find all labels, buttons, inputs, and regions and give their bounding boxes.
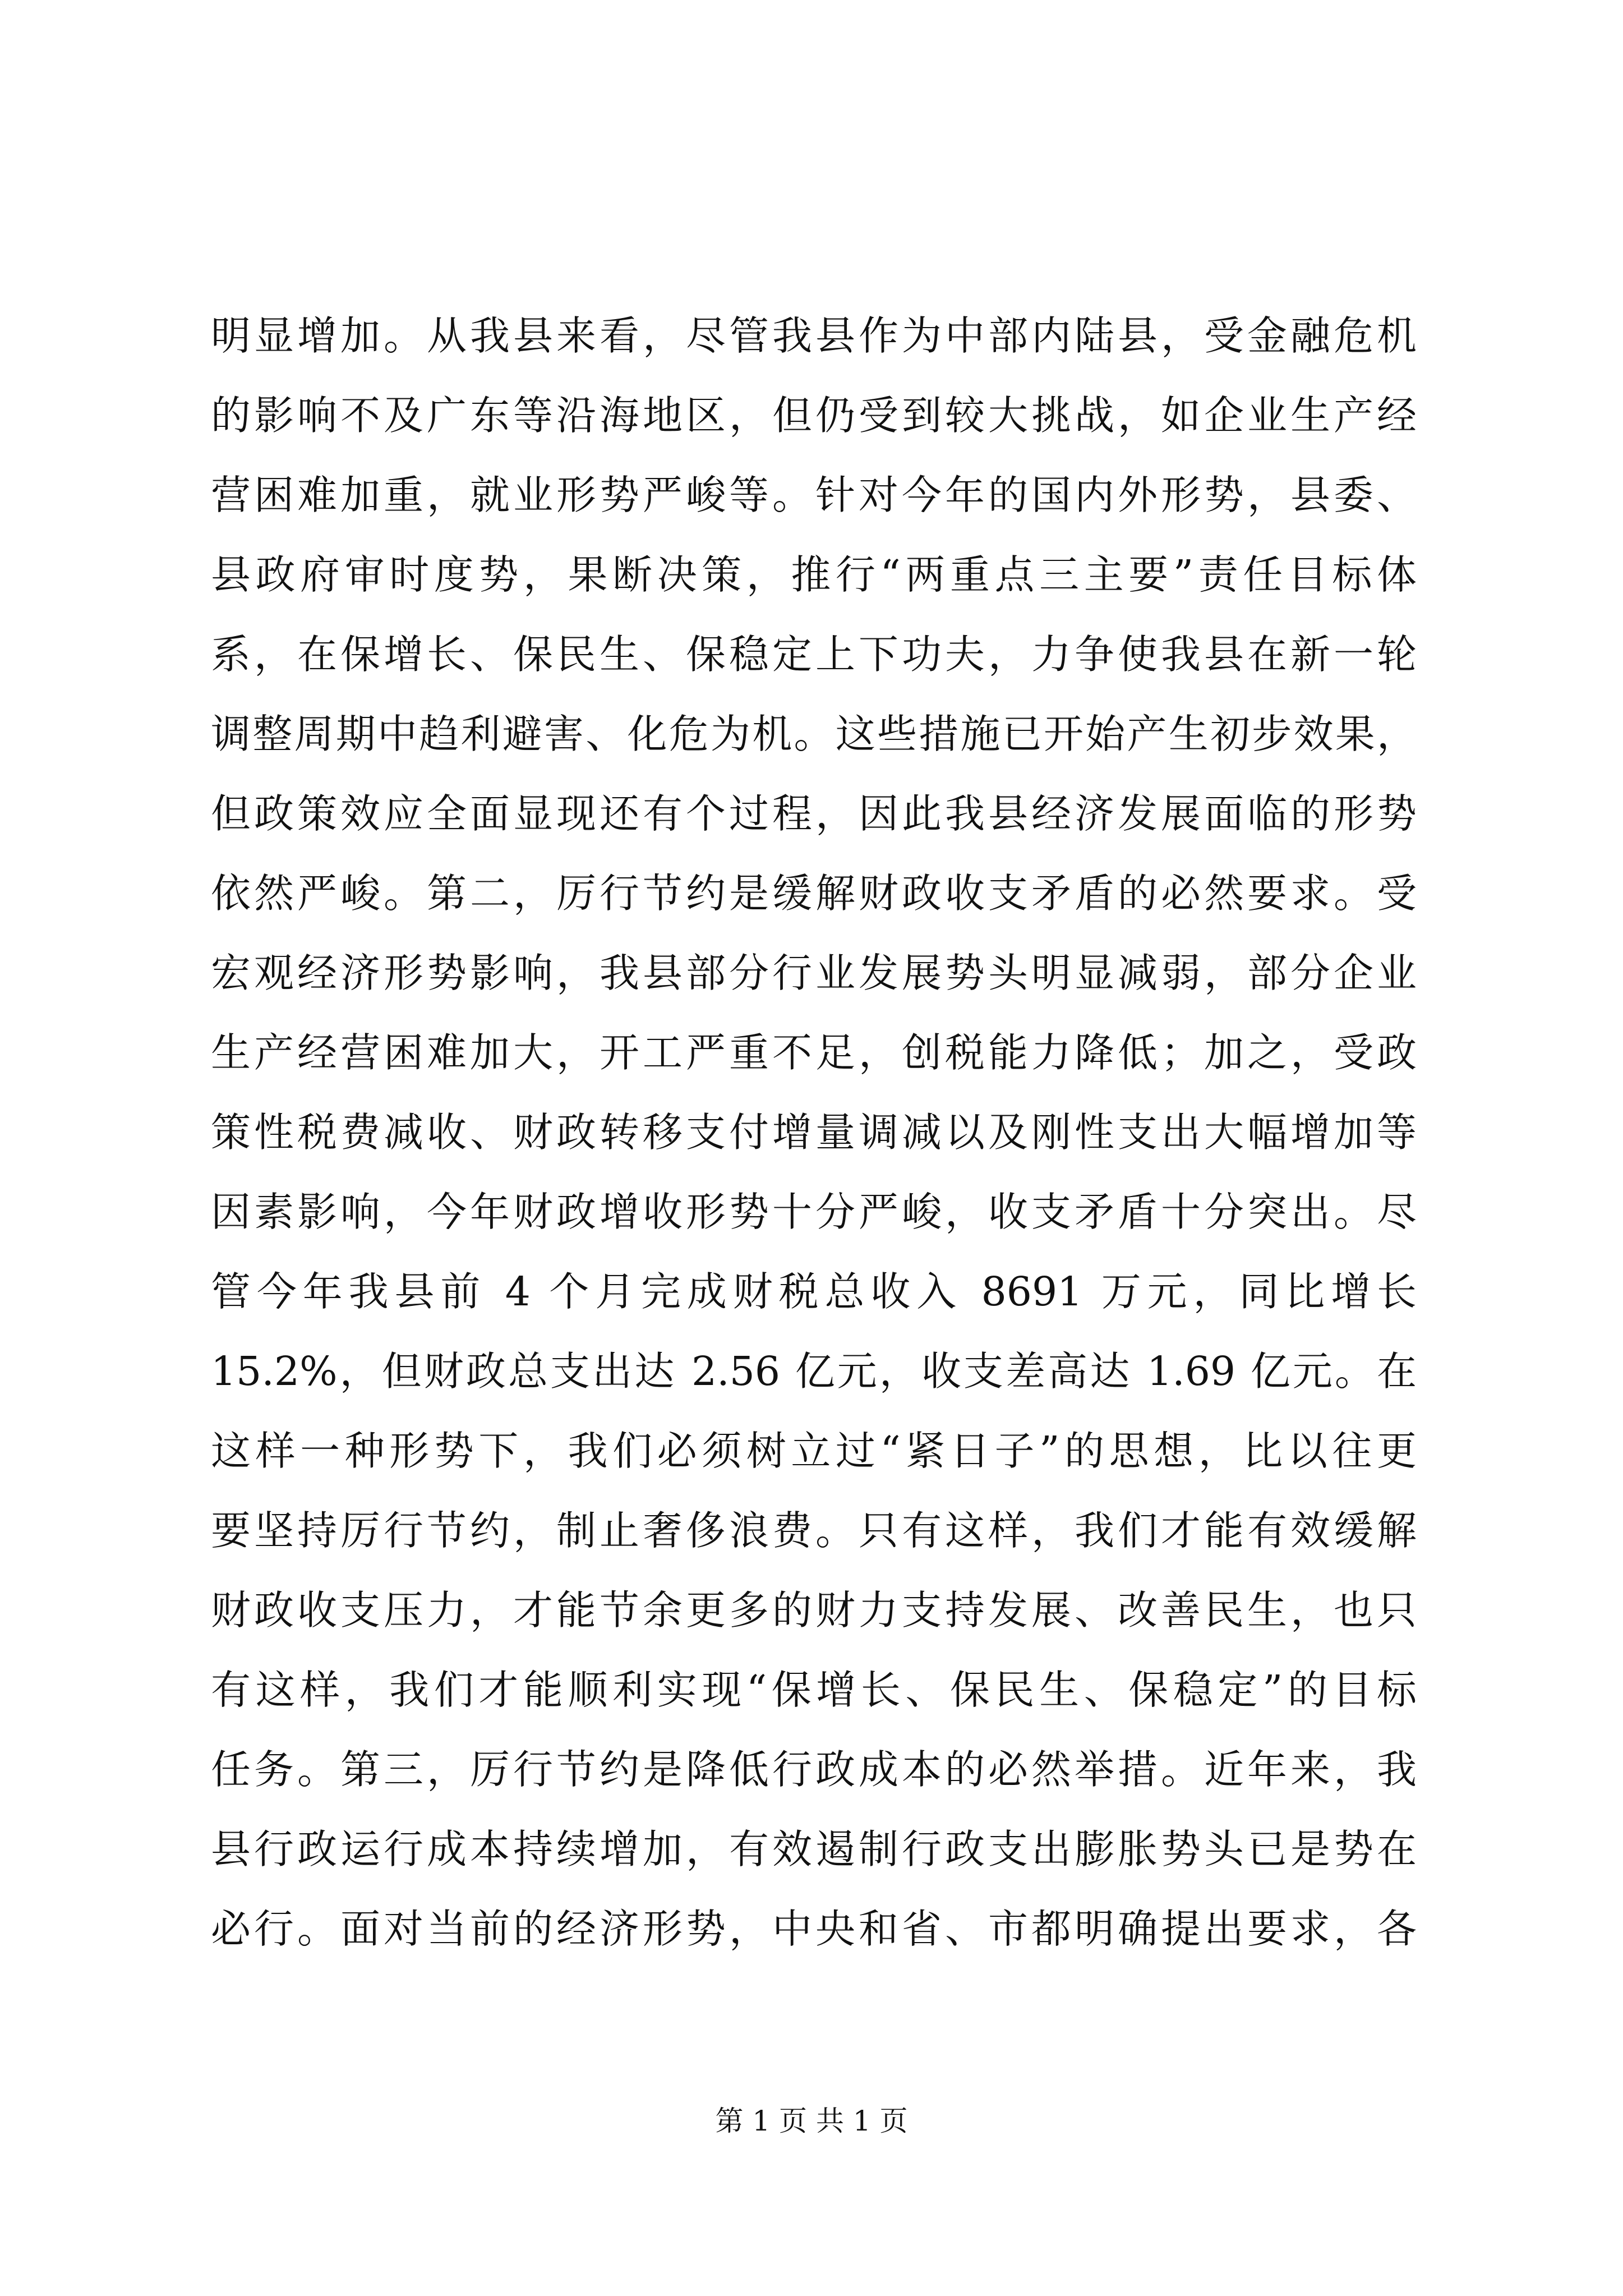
text-line: 但政策效应全面显现还有个过程，因此我县经济发展面临的形势	[211, 790, 1417, 837]
page-footer	[0, 2101, 1623, 2141]
text-line: 依然严峻。第二，厉行节约是缓解财政收支矛盾的必然要求。受	[211, 870, 1417, 917]
text-line: 营困难加重，就业形势严峻等。针对今年的国内外形势，县委、	[211, 472, 1417, 518]
text-line: 必行。面对当前的经济形势，中央和省、市都明确提出要求，各	[211, 1906, 1417, 1952]
page-number-label: 第 1 页 共 1 页	[715, 2105, 908, 2137]
text-line: 生产经营困难加大，开工严重不足，创税能力降低；加之，受政	[211, 1029, 1417, 1076]
text-line: 调整周期中趋利避害、化危为机。这些措施已开始产生初步效果，	[211, 711, 1417, 757]
body-text	[211, 296, 1417, 1969]
text-line: 这样一种形势下，我们必须树立过“紧日子”的思想，比以往更	[211, 1428, 1417, 1474]
text-line: 县政府审时度势，果断决策，推行“两重点三主要”责任目标体	[211, 551, 1417, 598]
text-line: 因素影响，今年财政增收形势十分严峻，收支矛盾十分突出。尽	[211, 1189, 1417, 1235]
text-line: 明显增加。从我县来看，尽管我县作为中部内陆县，受金融危机	[211, 312, 1417, 359]
text-line: 系，在保增长、保民生、保稳定上下功夫，力争使我县在新一轮	[211, 631, 1417, 678]
text-line: 宏观经济形势影响，我县部分行业发展势头明显减弱，部分企业	[211, 950, 1417, 996]
text-line: 管今年我县前 4 个月完成财税总收入 8691 万元，同比增长	[211, 1268, 1417, 1315]
text-line: 15.2%，但财政总支出达 2.56 亿元，收支差高达 1.69 亿元。在	[211, 1348, 1417, 1395]
text-line: 要坚持厉行节约，制止奢侈浪费。只有这样，我们才能有效缓解	[211, 1507, 1417, 1554]
text-line: 财政收支压力，才能节余更多的财力支持发展、改善民生，也只	[211, 1587, 1417, 1634]
text-line: 策性税费减收、财政转移支付增量调减以及刚性支出大幅增加等	[211, 1109, 1417, 1156]
text-line: 有这样，我们才能顺利实现“保增长、保民生、保稳定”的目标	[211, 1667, 1417, 1713]
text-line: 任务。第三，厉行节约是降低行政成本的必然举措。近年来，我	[211, 1746, 1417, 1793]
text-line: 县行政运行成本持续增加，有效遏制行政支出膨胀势头已是势在	[211, 1826, 1417, 1872]
text-line: 的影响不及广东等沿海地区，但仍受到较大挑战，如企业生产经	[211, 392, 1417, 439]
